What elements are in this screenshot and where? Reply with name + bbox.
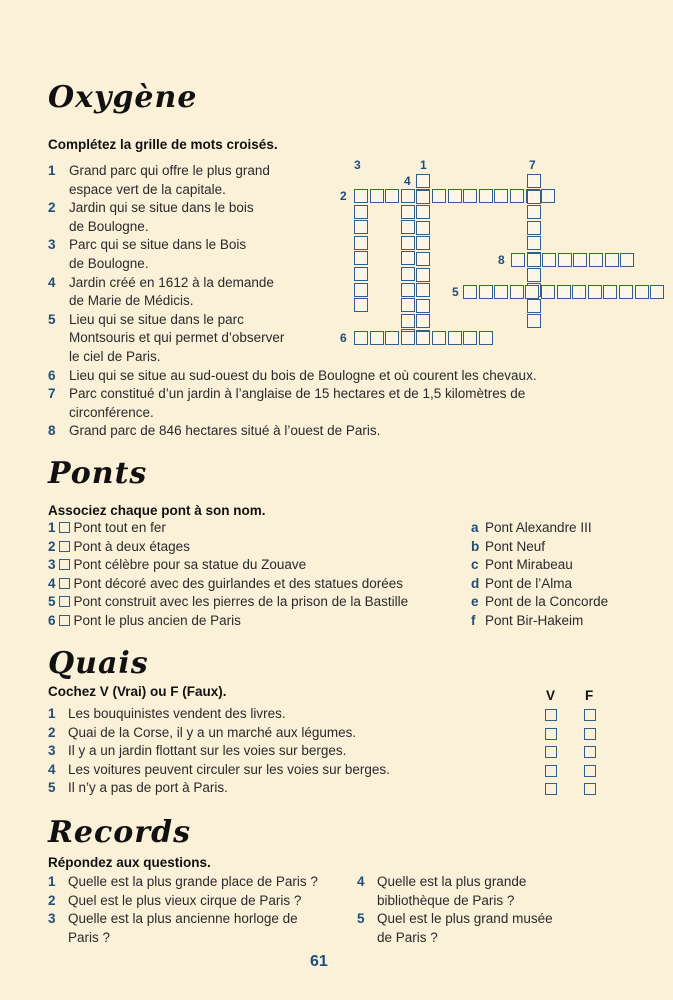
quai-number: 4	[48, 761, 56, 777]
clue-text: Montsouris et qui permet d’observer	[69, 330, 285, 346]
pont-letter: f	[471, 612, 476, 628]
pont-item	[48, 519, 408, 538]
pont-number: 4	[48, 575, 56, 591]
record-question-text: Paris ?	[68, 929, 111, 945]
record-number: 3	[48, 911, 56, 927]
clue-line	[48, 385, 537, 404]
pont-number: 6	[48, 612, 56, 628]
pont-number: 3	[48, 557, 56, 573]
pont-number: 2	[48, 538, 56, 554]
pont-letter: c	[471, 557, 479, 573]
record-question-text: de Paris ?	[377, 929, 438, 945]
record-question-text: bibliothèque de Paris ?	[377, 892, 515, 908]
record-question-line	[357, 910, 553, 929]
clue-number: 8	[48, 423, 56, 439]
pont-description: Pont tout en fer	[73, 520, 166, 535]
clue-number: 2	[48, 200, 56, 216]
grid-number-8: 8	[498, 253, 505, 267]
pont-description: Pont célèbre pour sa statue du Zouave	[73, 557, 307, 573]
grid-cell[interactable]	[573, 253, 587, 267]
grid-cell[interactable]	[650, 285, 664, 299]
record-question-line	[48, 873, 318, 892]
clue-line	[48, 422, 537, 441]
pont-answer-box[interactable]	[59, 578, 70, 589]
clue-line	[48, 367, 537, 386]
quai-number: 2	[48, 724, 56, 740]
record-number: 1	[48, 874, 56, 889]
pont-name	[471, 519, 608, 538]
clue-text: le ciel de Paris.	[69, 348, 161, 364]
record-question-line	[48, 910, 318, 929]
record-question-text: Quelle est la plus grande	[377, 874, 527, 889]
pont-answer-box[interactable]	[59, 541, 70, 552]
quai-text: Il y a un jardin flottant sur les voies sur berges.	[68, 743, 347, 759]
pont-item	[48, 556, 408, 575]
quai-number: 5	[48, 780, 56, 796]
instruction-ponts: Associez chaque pont à son nom.	[48, 503, 266, 518]
quai-text: Les bouquinistes vendent des livres.	[68, 706, 286, 721]
clue-line	[48, 348, 537, 367]
pont-item	[48, 575, 408, 594]
grid-cell[interactable]	[635, 285, 649, 299]
column-header-f: F	[585, 688, 594, 703]
crossword-clues	[48, 162, 537, 441]
clue-text: Jardin créé en 1612 à la demande	[69, 274, 274, 290]
pont-number: 5	[48, 594, 56, 610]
pont-name-text: Pont de l’Alma	[485, 575, 573, 591]
quai-text: Quai de la Corse, il y a un marché aux légumes.	[68, 724, 357, 740]
checkbox-vrai[interactable]	[545, 783, 557, 795]
record-number: 4	[357, 874, 365, 889]
clue-text: Grand parc de 846 hectares situé à l’ouest de Paris.	[69, 423, 381, 439]
pont-letter: b	[471, 538, 480, 554]
quai-number: 3	[48, 743, 56, 759]
clue-text: Parc constitué d’un jardin à l’anglaise de 15 hectares et de 1,5 kilomètres de	[69, 386, 526, 402]
clue-text: Parc qui se situe dans le Bois	[69, 237, 247, 253]
ponts-list	[48, 519, 408, 631]
instruction-records: Répondez aux questions.	[48, 855, 211, 870]
grid-number-7: 7	[529, 158, 536, 172]
pont-letter: e	[471, 594, 479, 610]
grid-cell[interactable]	[541, 285, 555, 299]
records-questions-right	[357, 873, 553, 947]
grid-cell[interactable]	[619, 285, 633, 299]
grid-cell[interactable]	[558, 253, 572, 267]
clue-line	[48, 404, 537, 423]
record-question-text: Quelle est la plus ancienne horloge de	[68, 911, 298, 927]
record-question-line	[357, 929, 553, 948]
pont-name	[471, 612, 608, 631]
clue-text: de Marie de Médicis.	[69, 293, 194, 309]
pont-name-text: Pont Mirabeau	[485, 557, 573, 573]
pont-name-text: Pont Bir-Hakeim	[485, 612, 584, 628]
pont-name	[471, 593, 608, 612]
grid-cell[interactable]	[603, 285, 617, 299]
pont-item	[48, 593, 408, 612]
pont-name-text: Pont de la Concorde	[485, 594, 609, 610]
grid-cell[interactable]	[588, 285, 602, 299]
grid-cell[interactable]	[605, 253, 619, 267]
section-title-ponts: Ponts	[48, 456, 148, 491]
pont-letter: d	[471, 575, 480, 591]
pont-description: Pont décoré avec des guirlandes et des statues dorées	[73, 575, 403, 591]
record-question-text: Quelle est la plus grande place de Paris ?	[68, 874, 318, 889]
instruction-quais: Cochez V (Vrai) ou F (Faux).	[48, 684, 227, 699]
pont-description: Pont construit avec les pierres de la prison de la Bastille	[73, 594, 409, 610]
clue-number: 1	[48, 163, 56, 178]
clue-line	[48, 236, 537, 255]
clue-text: de Boulogne.	[69, 218, 149, 234]
pont-name	[471, 575, 608, 594]
grid-cell[interactable]	[572, 285, 586, 299]
pont-item	[48, 612, 408, 631]
clue-text: circonférence.	[69, 404, 154, 420]
quai-number: 1	[48, 706, 56, 721]
clue-line	[48, 199, 537, 218]
clue-text: Jardin qui se situe dans le bois	[69, 200, 254, 216]
grid-cell[interactable]	[620, 253, 634, 267]
quai-text: Les voitures peuvent circuler sur les voies sur berges.	[68, 761, 390, 777]
section-title-records: Records	[48, 815, 191, 850]
column-header-v: V	[546, 688, 556, 703]
grid-number-6: 6	[340, 331, 347, 345]
pont-name	[471, 538, 608, 557]
pont-answer-box[interactable]	[59, 522, 70, 533]
record-question-text: Quel est le plus vieux cirque de Paris ?	[68, 892, 302, 908]
clue-line	[48, 329, 537, 348]
clue-text: Lieu qui se situe au sud-ouest du bois de Boulogne et où courent les chevaux.	[69, 367, 537, 383]
records-questions-left	[48, 873, 318, 947]
pont-answer-box[interactable]	[59, 596, 70, 607]
clue-number: 5	[48, 311, 56, 327]
pont-name-text: Pont Neuf	[485, 538, 546, 554]
clue-line	[48, 162, 537, 181]
record-question-line	[48, 929, 318, 948]
instruction-oxygene: Complétez la grille de mots croisés.	[48, 137, 278, 152]
pont-letter: a	[471, 520, 479, 535]
record-number: 5	[357, 911, 365, 927]
record-question-text: Quel est le plus grand musée	[377, 911, 553, 927]
quai-statement	[48, 724, 390, 743]
clue-line	[48, 311, 537, 330]
checkbox-faux[interactable]	[584, 746, 596, 758]
clue-text: espace vert de la capitale.	[69, 181, 226, 197]
record-question-line	[48, 892, 318, 911]
pont-answer-box[interactable]	[59, 615, 70, 626]
pont-answer-box[interactable]	[59, 559, 70, 570]
grid-number-4: 4	[404, 174, 411, 188]
pont-description: Pont à deux étages	[73, 538, 190, 554]
ponts-names-list	[471, 519, 608, 631]
grid-number-5: 5	[452, 285, 459, 299]
clue-text: Lieu qui se situe dans le parc	[69, 311, 244, 327]
pont-name	[471, 556, 608, 575]
checkbox-vrai[interactable]	[545, 765, 557, 777]
section-title-quais: Quais	[48, 646, 149, 681]
checkbox-faux[interactable]	[584, 709, 596, 721]
checkbox-vrai[interactable]	[545, 746, 557, 758]
checkbox-vrai[interactable]	[545, 728, 557, 740]
grid-cell[interactable]	[589, 253, 603, 267]
clue-text: Grand parc qui offre le plus grand	[69, 163, 270, 178]
grid-number-2: 2	[340, 189, 347, 203]
clue-text: de Boulogne.	[69, 255, 149, 271]
clue-number: 4	[48, 274, 56, 290]
quai-statement	[48, 779, 390, 798]
clue-number: 3	[48, 237, 56, 253]
record-number: 2	[48, 892, 56, 908]
quai-statement	[48, 761, 390, 780]
quai-statement	[48, 742, 390, 761]
clue-line	[48, 218, 537, 237]
clue-number: 6	[48, 367, 56, 383]
grid-number-3: 3	[354, 158, 361, 172]
clue-line	[48, 274, 537, 293]
pont-item	[48, 538, 408, 557]
quai-text: Il n’y a pas de port à Paris.	[68, 780, 228, 796]
quai-statement	[48, 705, 390, 724]
checkbox-faux[interactable]	[584, 728, 596, 740]
clue-line	[48, 255, 537, 274]
grid-cell[interactable]	[542, 253, 556, 267]
record-question-line	[357, 873, 553, 892]
checkbox-faux[interactable]	[584, 765, 596, 777]
page-number: 61	[310, 953, 328, 970]
pont-number: 1	[48, 520, 56, 535]
pont-description: Pont le plus ancien de Paris	[73, 612, 241, 628]
grid-number-1: 1	[420, 158, 427, 172]
grid-cell[interactable]	[557, 285, 571, 299]
record-question-line	[357, 892, 553, 911]
pont-name-text: Pont Alexandre III	[485, 520, 592, 535]
section-title-oxygene: Oxygène	[48, 80, 198, 115]
grid-cell[interactable]	[541, 189, 555, 203]
quais-list	[48, 705, 390, 798]
clue-line	[48, 292, 537, 311]
checkbox-vrai[interactable]	[545, 709, 557, 721]
checkbox-faux[interactable]	[584, 783, 596, 795]
clue-line	[48, 181, 537, 200]
clue-number: 7	[48, 386, 56, 402]
